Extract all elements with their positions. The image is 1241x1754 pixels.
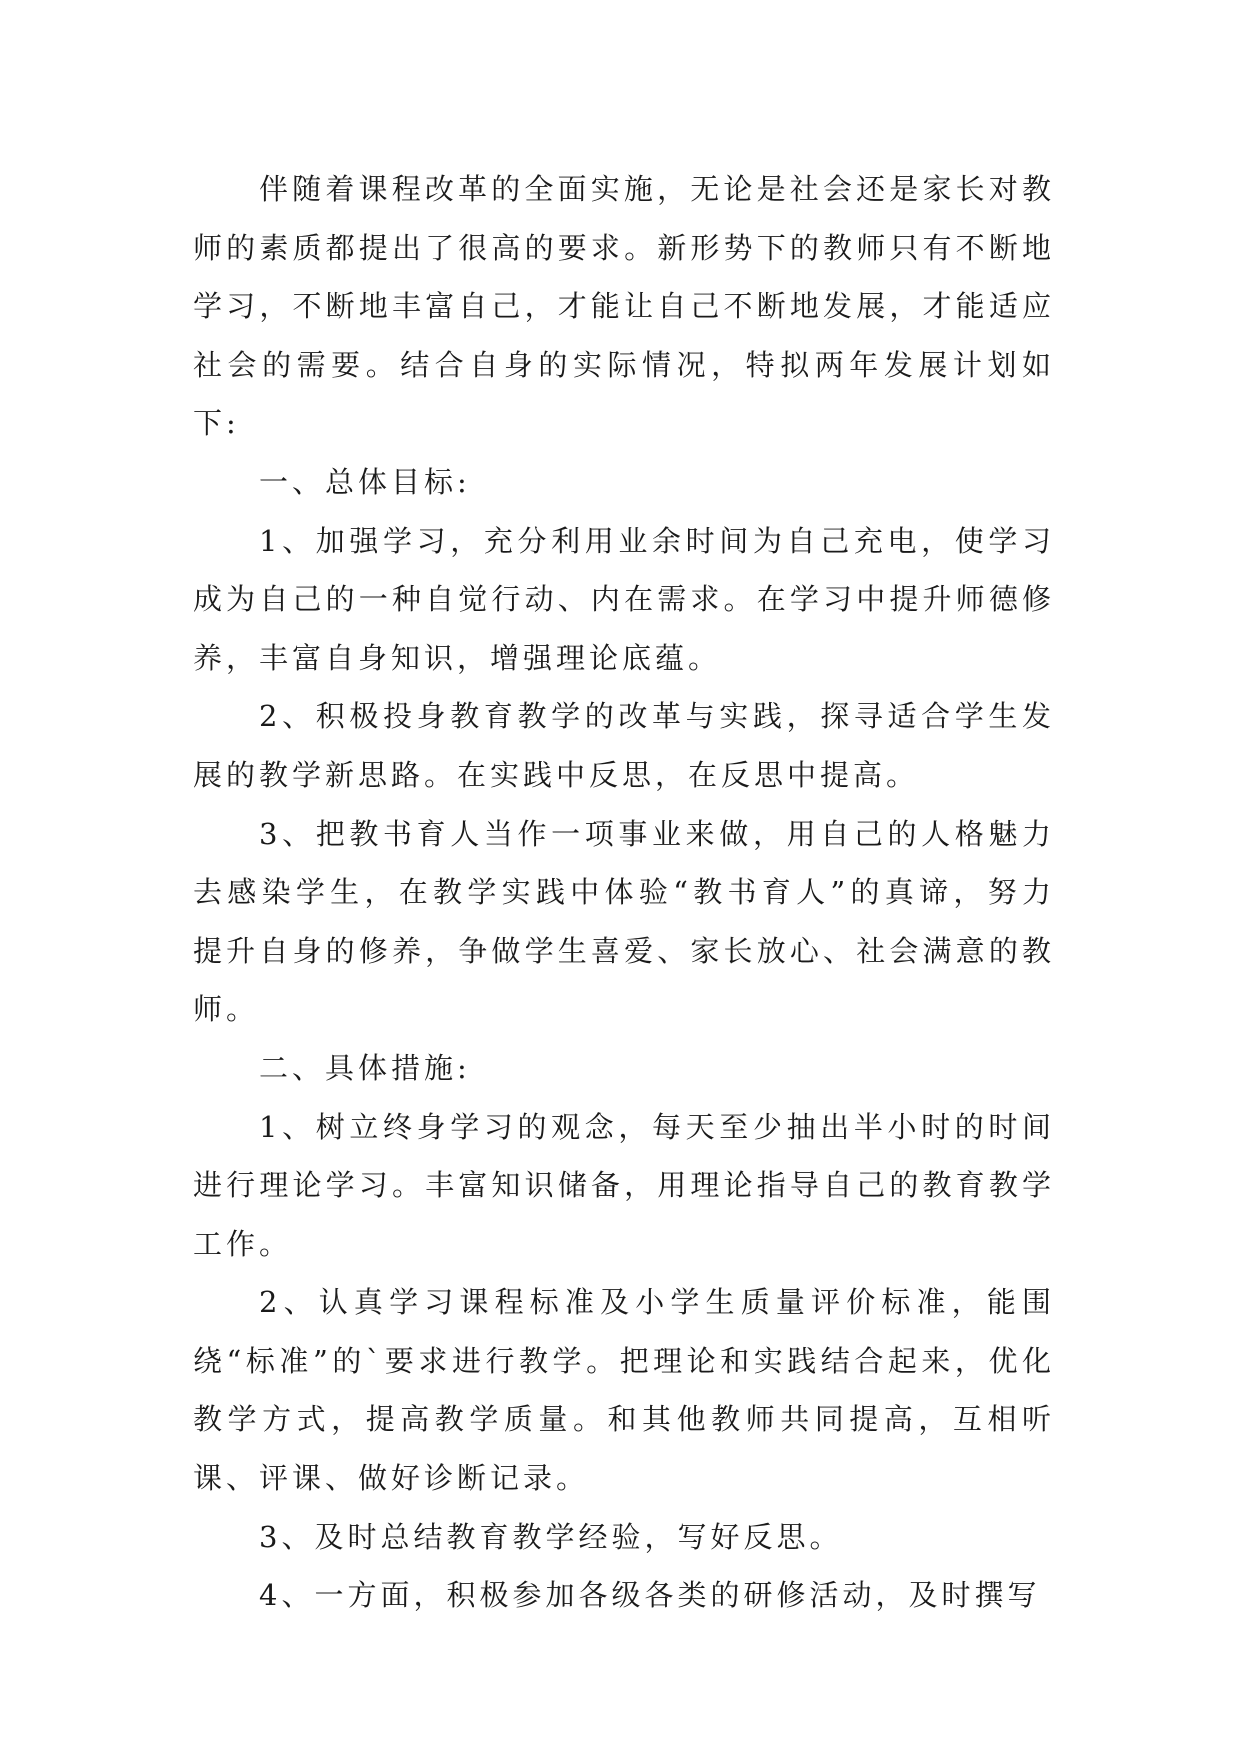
measure-item-1: 1、树立终身学习的观念，每天至少抽出半小时的时间进行理论学习。丰富知识储备，用理论指导自己的教育教学工作。 — [193, 1109, 1055, 1261]
goal-item-3: 3、把教书育人当作一项事业来做，用自己的人格魅力去感染学生，在教学实践中体验“教书育人”的真谛，努力提升自身的修养，争做学生喜爱、家长放心、社会满意的教师。 — [193, 816, 1055, 1027]
intro-paragraph: 伴随着课程改革的全面实施，无论是社会还是家长对教师的素质都提出了很高的要求。新形势下的教师只有不断地学习，不断地丰富自己，才能让自己不断地发展，才能适应社会的需要。结合自身的实际情况，特拟两年发展计划如下: — [193, 172, 1055, 441]
goal-item-2: 2、积极投身教育教学的改革与实践，探寻适合学生发展的教学新思路。在实践中反思，在反思中提高。 — [193, 699, 1055, 792]
goal-item-1: 1、加强学习，充分利用业余时间为自己充电，使学习成为自己的一种自觉行动、内在需求。在学习中提升师德修养，丰富自身知识，增强理论底蕴。 — [193, 523, 1055, 675]
document-body — [193, 160, 1055, 1625]
section-heading-overall-goals: 一、总体目标: — [259, 464, 471, 499]
measure-item-3: 3、及时总结教育教学经验，写好反思。 — [259, 1519, 843, 1554]
section-heading-specific-measures: 二、具体措施: — [259, 1050, 471, 1085]
measure-item-4: 4、一方面，积极参加各级各类的研修活动，及时撰写 — [259, 1578, 1041, 1613]
measure-item-2: 2、认真学习课程标准及小学生质量评价标准，能围绕“标准”的`要求进行教学。把理论和实践结合起来，优化教学方式，提高教学质量。和其他教师共同提高，互相听课、评课、做好诊断记录。 — [193, 1285, 1055, 1496]
